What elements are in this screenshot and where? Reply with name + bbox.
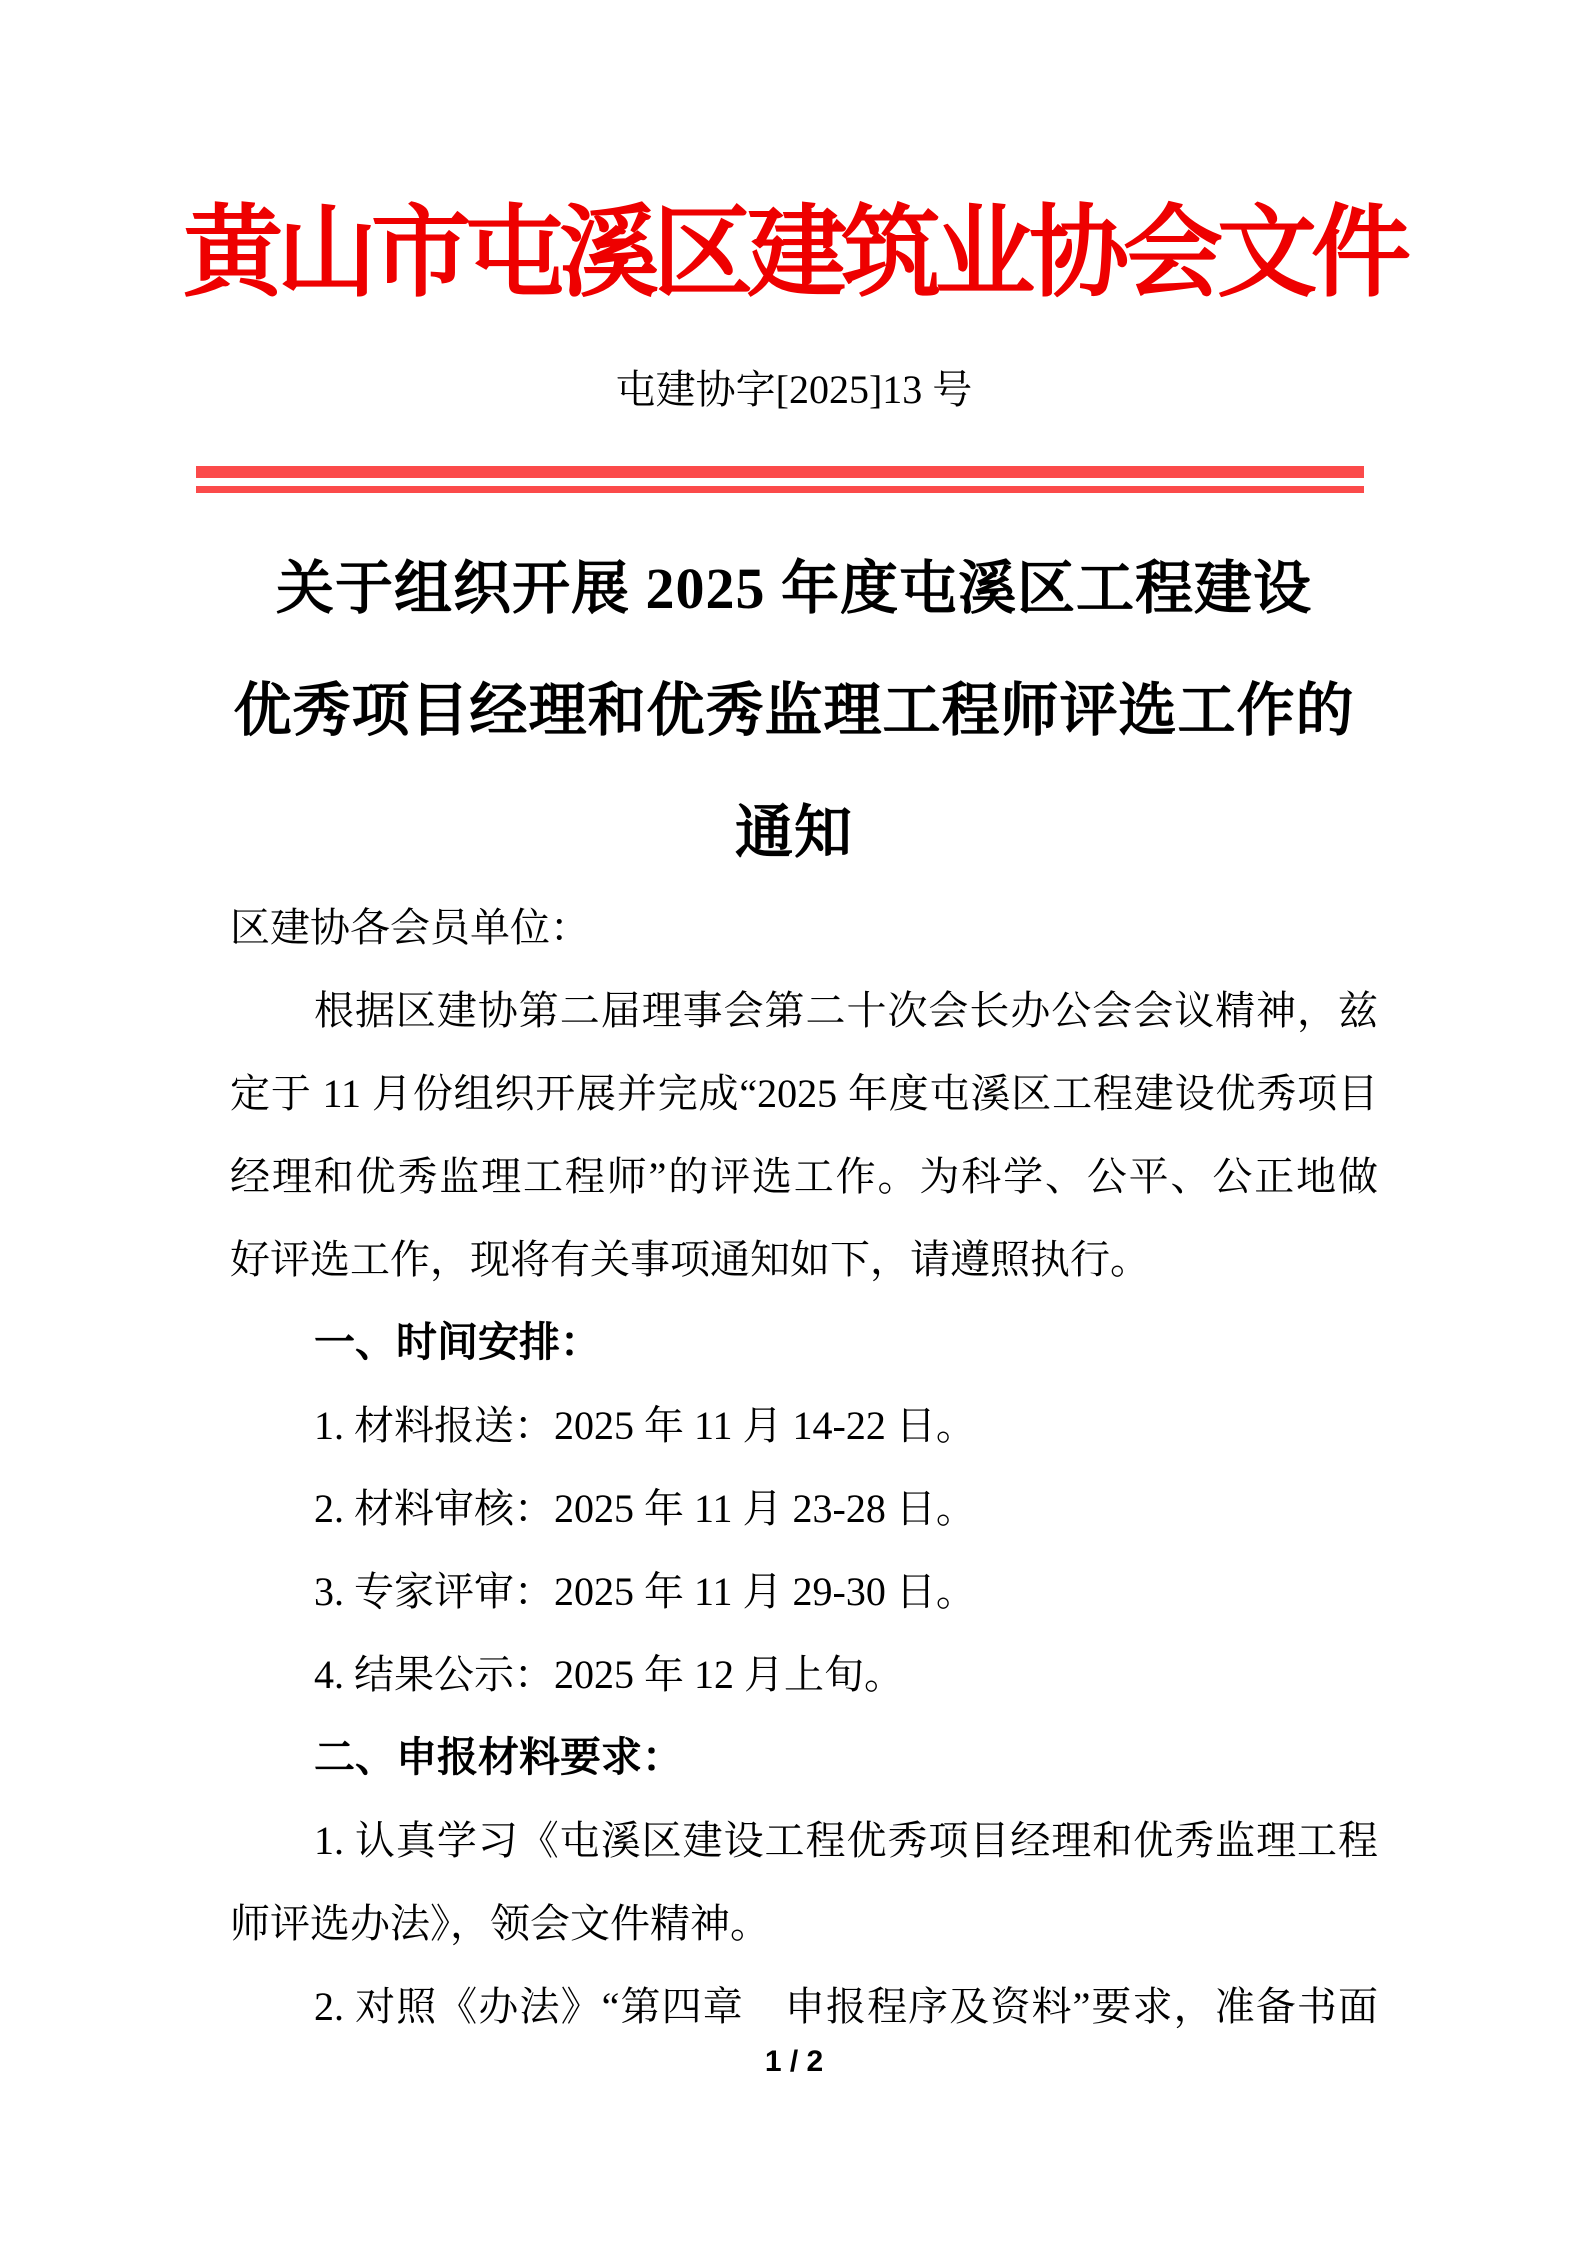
body-line: 定于 11 月份组织开展并完成“2025 年度屯溪区工程建设优秀项目: [230, 1071, 1378, 1116]
section-heading: 二、申报材料要求：: [314, 1734, 683, 1780]
body-line: 区建协各会员单位：: [230, 905, 590, 950]
body-line: 根据区建协第二届理事会第二十次会长办公会会议精神，兹: [314, 988, 1378, 1033]
red-rule-thin: [196, 486, 1364, 493]
body-line: 3. 专家评审：2025 年 11 月 29-30 日。: [314, 1569, 976, 1614]
body-line: 1. 材料报送：2025 年 11 月 14-22 日。: [314, 1403, 976, 1448]
body-line: 师评选办法》，领会文件精神。: [230, 1901, 770, 1946]
body-line: 4. 结果公示：2025 年 12 月上旬。: [314, 1652, 904, 1697]
notice-title: [0, 528, 1588, 894]
red-rule-thick: [196, 466, 1364, 478]
section-heading: 一、时间安排：: [314, 1319, 601, 1365]
notice-title-line: 通知: [734, 800, 853, 865]
notice-title-line: 关于组织开展 2025 年度屯溪区工程建设: [275, 556, 1312, 621]
body-line: 2. 材料审核：2025 年 11 月 23-28 日。: [314, 1486, 976, 1531]
page-number: 1 / 2: [764, 2045, 824, 2078]
org-title: 黄山市屯溪区建筑业协会文件: [183, 198, 1405, 309]
body-line: 2. 对照《办法》“第四章 申报程序及资料”要求，准备书面: [314, 1984, 1378, 2029]
notice-body: [230, 886, 1378, 2048]
notice-title-line: 优秀项目经理和优秀监理工程师评选工作的: [233, 678, 1355, 743]
body-line: 好评选工作，现将有关事项通知如下，请遵照执行。: [230, 1237, 1150, 1282]
body-line: 1. 认真学习《屯溪区建设工程优秀项目经理和优秀监理工程: [314, 1818, 1378, 1863]
red-divider: [196, 466, 1364, 493]
doc-number: 屯建协字[2025]13 号: [615, 367, 973, 412]
body-line: 经理和优秀监理工程师”的评选工作。为科学、公平、公正地做: [230, 1154, 1378, 1199]
